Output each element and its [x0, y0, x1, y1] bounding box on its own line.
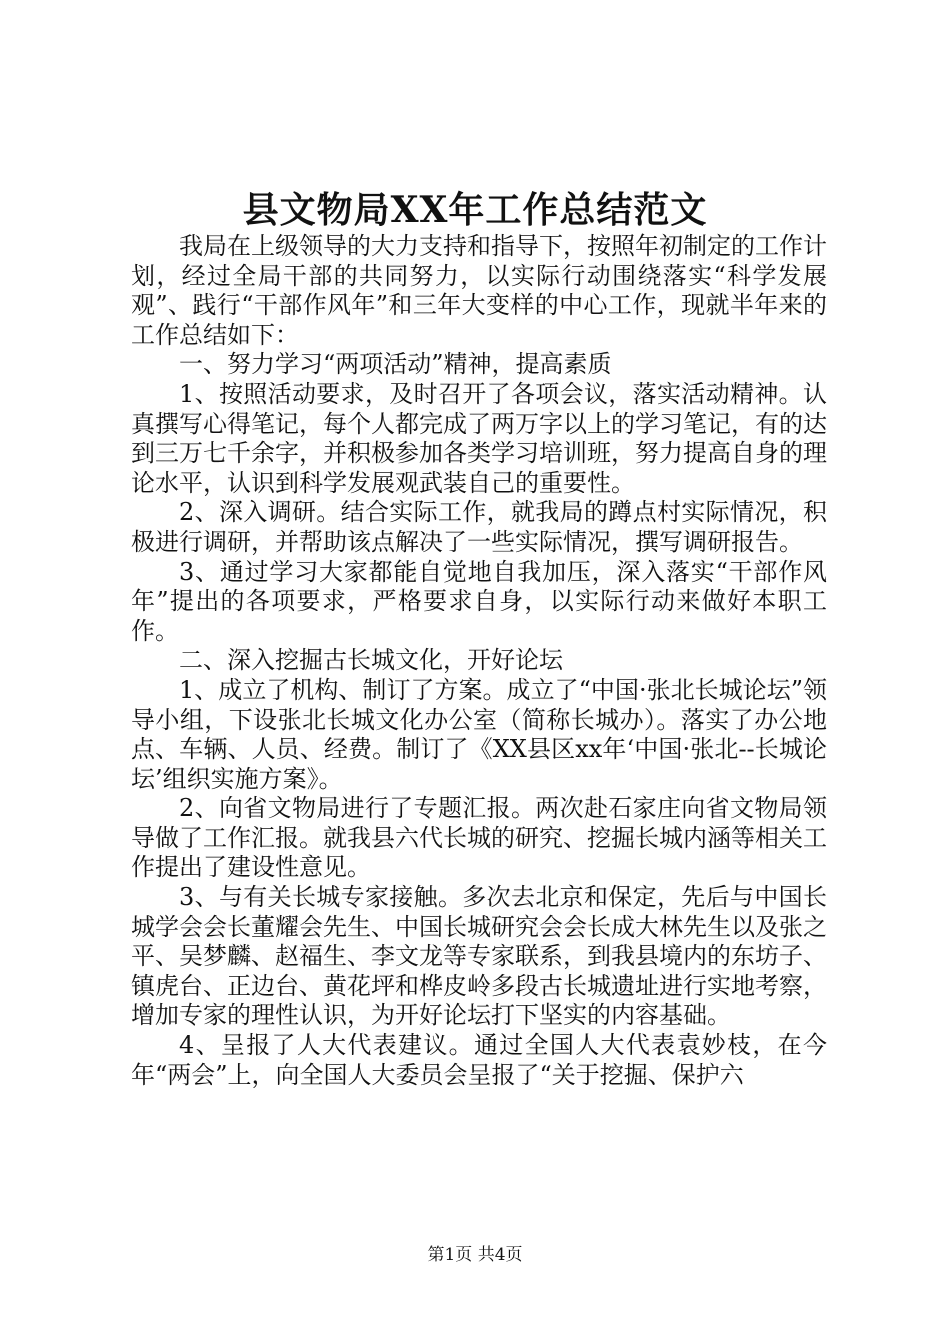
- section-heading: 二、深入挖掘古长城文化，开好论坛: [179, 646, 563, 675]
- paragraph: 2、深入调研。结合实际工作，就我局的蹲点村实际情况，积极进行调研，并帮助该点解决了一些实际情况，撰写调研报告。: [131, 498, 827, 556]
- paragraph: 1、成立了机构、制订了方案。成立了“中国·张北长城论坛”领导小组，下设张北长城文化办公室（简称长城办）。落实了办公地点、车辆、人员、经费。制订了《XX县区xx年‘中国·张北--长城论坛’组织实施方案》。: [131, 675, 827, 793]
- paragraph: 我局在上级领导的大力支持和指导下，按照年初制定的工作计划，经过全局干部的共同努力，以实际行动围绕落实“科学发展观”、践行“干部作风年”和三年大变样的中心工作，现就半年来的工作总结如下：: [131, 232, 827, 349]
- paragraph: 2、向省文物局进行了专题汇报。两次赴石家庄向省文物局领导做了工作汇报。就我县六代长城的研究、挖掘长城内涵等相关工作提出了建设性意见。: [131, 794, 827, 882]
- document-body: [131, 232, 827, 1090]
- section-heading: 一、努力学习“两项活动”精神，提高素质: [179, 350, 612, 379]
- paragraph: 1、按照活动要求，及时召开了各项会议，落实活动精神。认真撰写心得笔记，每个人都完成了两万字以上的学习笔记，有的达到三万七千余字，并积极参加各类学习培训班，努力提高自身的理论水平，认识到科学发展观武装自己的重要性。: [131, 379, 827, 497]
- paragraph: 4、呈报了人大代表建议。通过全国人大代表袁妙枝，在今年“两会”上，向全国人大委员会呈报了“关于挖掘、保护六: [131, 1031, 827, 1089]
- document-title: 县文物局XX年工作总结范文: [242, 189, 708, 231]
- paragraph: 3、通过学习大家都能自觉地自我加压，深入落实“干部作风年”提出的各项要求，严格要求自身，以实际行动来做好本职工作。: [131, 557, 827, 645]
- paragraph: 3、与有关长城专家接触。多次去北京和保定，先后与中国长城学会会长董耀会先生、中国长城研究会会长成大林先生以及张之平、吴梦麟、赵福生、李文龙等专家联系，到我县境内的东坊子、镇虎台、正边台、黄花坪和桦皮岭多段古长城遗址进行实地考察，增加专家的理性认识，为开好论坛打下坚实的内容基础。: [131, 883, 827, 1030]
- page-footer: 第1页 共4页: [427, 1245, 523, 1265]
